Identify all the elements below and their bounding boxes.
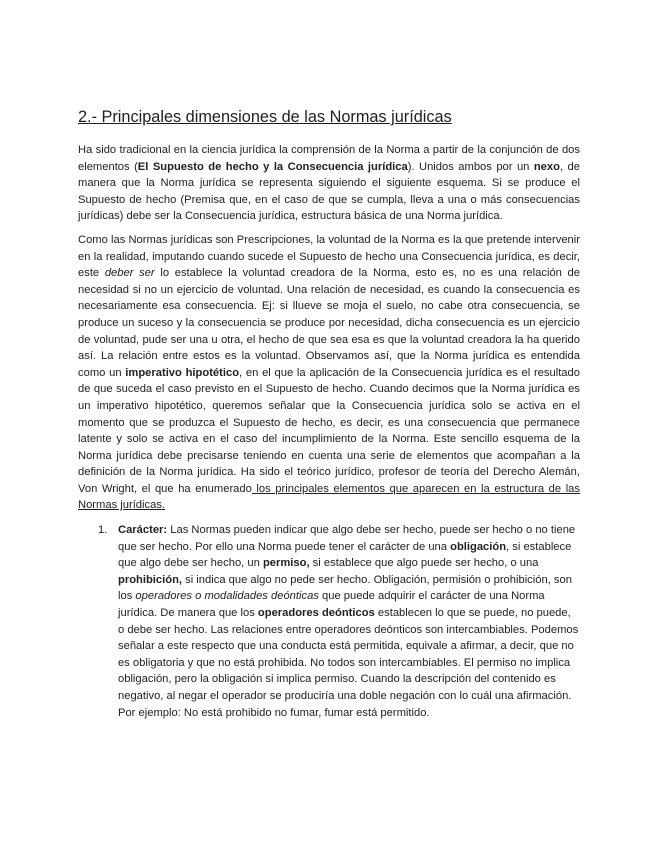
- text-run: ). Unidos ambos por un: [407, 160, 534, 173]
- italic-term: deber ser: [104, 267, 155, 280]
- text-run: que puede adquirir el carácter de una Norma jurídica. De manera que los: [118, 590, 545, 620]
- document-page: [78, 107, 580, 721]
- text-run: si establece que algo puede ser hecho, o una: [309, 557, 539, 570]
- text-run: , en el que la aplicación de la Consecuencia jurídica es el resultado de que suceda el caso previsto en el Supuesto de hecho. Cuando decimos que la Norma jurídica es un imperativo hipotético, queremos señalar que la Consecuencia jurídica solo se activa en el momento que se produzca el Supuesto de hecho, es decir, es una consecuencia que permanece latente y solo se activa en el caso del incumplimiento de la Norma. Este sencillo esquema de la Norma jurídica debe precisarse teniendo en cuenta una serie de elementos que acompañan a la definición de la Norma jurídica. Ha sido el teórico jurídico, profesor de teoría del Derecho Alemán, Von Wright, el que ha enumerado: [78, 366, 580, 495]
- bold-term: nexo: [533, 160, 560, 173]
- bold-term: obligación: [450, 540, 507, 553]
- bold-term: prohibición,: [118, 573, 183, 586]
- bold-term: operadores deónticos: [257, 607, 375, 620]
- text-run: , de manera que la Norma jurídica se representa siguiendo el siguiente esquema. Si se produce el Supuesto de hecho (Premisa que, en el caso de que se cumpla, lleva a una o más consecuencias jurídicas) debe ser la Consecuencia jurídica, estructura básica de una Norma jurídica.: [78, 160, 580, 223]
- italic-term: operadores o modalidades deónticas: [135, 590, 319, 603]
- list-item-text: [118, 522, 580, 721]
- elements-list: [78, 522, 580, 721]
- text-run: , si establece que algo debe ser hecho, un: [118, 540, 572, 570]
- text-run: lo establece la voluntad creadora de la Norma, esto es, no es una relación de necesidad si no un ejercicio de voluntad. Una relación de necesidad, es cuando la consecuencia es necesariamente esa consecuencia. Ej: si llueve se moja el suelo, no cabe otra consecuencia, se produce un suceso y la consecuencia se produce por necesidad, dicha consecuencia es un ejercicio de voluntad, pude ser una u otra, el hecho de que sea esa es que la voluntad creadora la ha querido así. La relación entre estos es la voluntad. Observamos así, que la Norma jurídica es entendida como un: [78, 267, 581, 379]
- paragraph-structure: [78, 142, 580, 225]
- text-run: si indica que algo no pede ser hecho. Obligación, permisión o prohibición, son los: [118, 573, 572, 603]
- bold-term: El Supuesto de hecho y la Consecuencia jurídica: [137, 160, 408, 173]
- item-label: Carácter:: [118, 524, 168, 537]
- paragraph-prescriptions: [78, 232, 580, 514]
- text-run: Como las Normas jurídicas son Prescripciones, la voluntad de la Norma es la que pretende intervenir en la realidad, imputando cuando sucede el Supuesto de hecho una Consecuencia jurídica, es decir, este: [78, 233, 580, 280]
- list-item: [78, 522, 580, 721]
- text-run: establecen lo que se puede, no puede, o debe ser hecho. Las relaciones entre operadores deónticos son intercambiables. Podemos señalar a este respecto que una conducta está permitida, equivale a afirmar, a decir, que no es obligatoria y que no está prohibida. No todos son intercambiables. El permiso no implica obligación, pero la obligación si implica permiso. Cuando la descripción del contenido es negativo, al negar el operador se produciría una doble negación con lo cuál una afirmación. Por ejemplo: No está prohibido no fumar, fumar está permitido.: [118, 607, 579, 719]
- text-run: Ha sido tradicional en la ciencia jurídica la comprensión de la Norma a partir de la conjunción de dos elementos (: [78, 144, 580, 173]
- underlined-text: los principales elementos que aparecen en la estructura de las Normas jurídicas.: [78, 482, 580, 512]
- bold-term: imperativo hipotético: [125, 366, 240, 379]
- bold-term: permiso,: [262, 557, 310, 570]
- list-number: 1.: [98, 524, 108, 537]
- text-run: Las Normas pueden indicar que algo debe ser hecho, puede ser hecho o no tiene que ser hecho. Por ello una Norma puede tener el carácter de una: [118, 524, 576, 553]
- section-title: 2.- Principales dimensiones de las Normas jurídicas: [78, 108, 452, 126]
